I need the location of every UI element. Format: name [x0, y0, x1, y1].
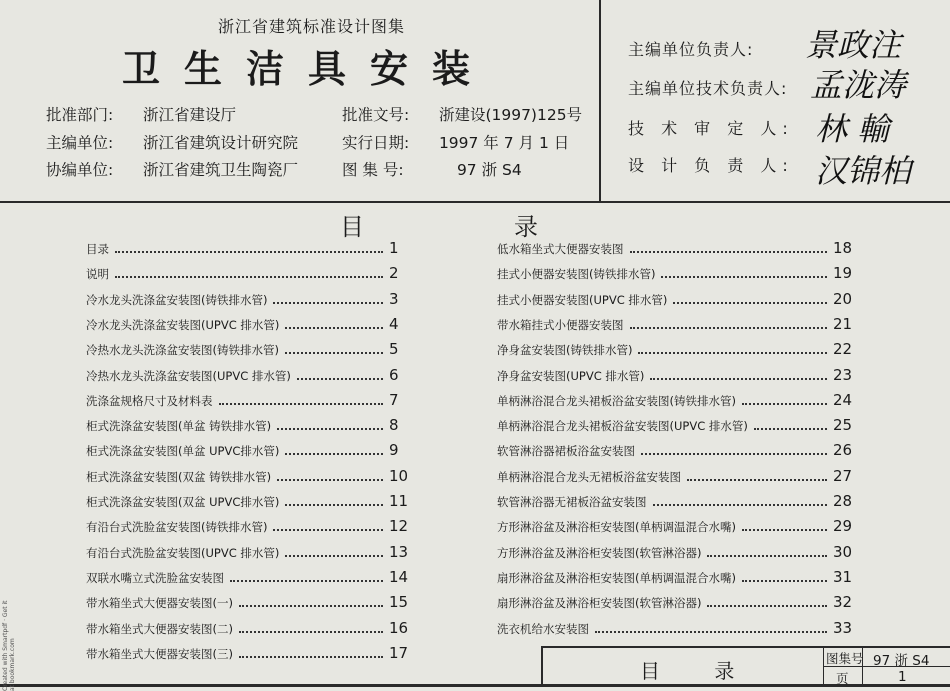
toc-leader-dots: [630, 327, 828, 329]
toc-entry-title: 方形淋浴盆及淋浴柜安装图(软管淋浴器): [497, 545, 702, 560]
toc-entry-title: 软管淋浴器裙板浴盆安装图: [497, 444, 635, 459]
toc-entry-page: 16: [389, 618, 409, 637]
toc-entry: [86, 613, 411, 637]
toc-leader-dots: [742, 580, 827, 582]
chief-unit-label: 主编单位:: [46, 134, 114, 152]
toc-entry-page: 17: [389, 643, 409, 662]
toc-entry-page: 3: [389, 289, 399, 308]
toc-entry-title: 净身盆安装图(铸铁排水管): [497, 343, 633, 358]
toc-leader-dots: [273, 529, 383, 531]
signature-review: 林 輸: [815, 110, 890, 148]
toc-entry-page: 15: [389, 593, 409, 612]
toc-entry-title: 扇形淋浴盆及淋浴柜安装图(软管淋浴器): [497, 596, 702, 611]
signature-design: 汉锦柏: [815, 152, 912, 190]
chief-unit-value: 浙江省建筑设计研究院: [142, 134, 298, 152]
title-block-atlas-label: 图集号: [826, 651, 864, 666]
toc-heading-left: 目: [340, 213, 364, 241]
toc-entry-title: 柜式洗涤盆安装图(单盆 UPVC排水管): [86, 444, 280, 459]
signature-tech: 孟泷涛: [810, 66, 907, 104]
toc-leader-dots: [661, 276, 827, 278]
toc-entry: [497, 334, 855, 358]
toc-leader-dots: [285, 453, 383, 455]
approving-dept-label: 批准部门:: [46, 106, 114, 124]
toc-entry-title: 目录: [86, 242, 109, 256]
toc-leader-dots: [297, 378, 383, 380]
toc-entry: [497, 284, 855, 308]
toc-entry: [497, 410, 855, 434]
co-unit-row: [46, 158, 298, 180]
toc-leader-dots: [595, 631, 827, 633]
toc-entry: [497, 613, 855, 637]
title-block-top-border: [541, 646, 950, 648]
toc-entry-page: 25: [833, 416, 853, 435]
toc-entry: [86, 385, 411, 409]
toc-entry-title: 双联水嘴立式洗脸盆安装图: [86, 570, 224, 585]
toc-entry-page: 20: [833, 289, 853, 308]
toc-entry: [86, 309, 411, 333]
toc-entry: [86, 258, 411, 282]
toc-entry-title: 单柄淋浴混合龙头裙板浴盆安装图(铸铁排水管): [497, 393, 736, 408]
toc-entry: [497, 258, 855, 282]
toc-leader-dots: [285, 352, 383, 354]
toc-leader-dots: [707, 605, 827, 607]
toc-entry-page: 30: [833, 542, 853, 561]
toc-entry-title: 带水箱坐式大便器安装图(二): [86, 621, 233, 636]
approving-dept-row: [46, 103, 236, 125]
toc-entry: [497, 309, 855, 333]
responsible-label-tech: 主编单位技术负责人:: [628, 79, 788, 98]
toc-entry-title: 洗涤盆规格尺寸及材料表: [86, 393, 213, 408]
toc-entry-page: 4: [389, 314, 399, 333]
toc-entry-title: 带水箱坐式大便器安装图(一): [86, 596, 233, 611]
responsible-label-review: 技 术 审 定 人:: [628, 119, 794, 138]
title-block-atlas-value: 97 浙 S4: [873, 653, 930, 669]
toc-leader-dots: [239, 656, 383, 658]
toc-entry-page: 8: [389, 416, 399, 435]
approval-no-label: 批准文号:: [342, 106, 410, 124]
toc-leader-dots: [742, 529, 827, 531]
toc-leader-dots: [742, 403, 827, 405]
toc-leader-dots: [115, 251, 383, 253]
toc-entry: [497, 562, 855, 586]
toc-entry: [86, 410, 411, 434]
toc-entry-title: 扇形淋浴盆及淋浴柜安装图(单柄调温混合水嘴): [497, 570, 736, 585]
toc-entry-page: 6: [389, 365, 399, 384]
toc-entry-page: 12: [389, 517, 409, 536]
toc-entry-page: 26: [833, 441, 853, 460]
toc-entry: [497, 537, 855, 561]
toc-entry-title: 单柄淋浴混合龙头裙板浴盆安装图(UPVC 排水管): [497, 419, 748, 434]
title-block-page-label: 页: [836, 671, 849, 686]
toc-leader-dots: [687, 479, 827, 481]
toc-entry: [497, 360, 855, 384]
atlas-no-label: 图 集 号:: [342, 161, 404, 179]
toc-entry: [86, 334, 411, 358]
toc-leader-dots: [115, 276, 383, 278]
toc-leader-dots: [277, 479, 383, 481]
toc-leader-dots: [285, 504, 383, 506]
toc-entry-title: 带水箱挂式小便器安装图: [497, 317, 624, 332]
signature-chief: 景政注: [805, 26, 902, 64]
toc-leader-dots: [638, 352, 827, 354]
toc-leader-dots: [653, 504, 828, 506]
toc-entry-page: 19: [833, 264, 853, 283]
toc-entry: [86, 233, 411, 257]
toc-leader-dots: [630, 251, 828, 253]
toc-leader-dots: [277, 428, 383, 430]
co-unit-value: 浙江省建筑卫生陶瓷厂: [142, 161, 298, 179]
toc-entry-page: 10: [389, 466, 409, 485]
toc-entry-title: 带水箱坐式大便器安装图(三): [86, 646, 233, 661]
toc-entry: [86, 638, 411, 662]
toc-entry-title: 说明: [86, 267, 109, 282]
toc-leader-dots: [754, 428, 827, 430]
toc-entry: [497, 435, 855, 459]
toc-entry-title: 柜式洗涤盆安装图(单盆 铸铁排水管): [86, 419, 272, 434]
toc-entry: [86, 562, 411, 586]
toc-entry-title: 软管淋浴器无裙板浴盆安装图: [497, 495, 647, 509]
approval-no-value: 浙建设(1997)125号: [438, 106, 583, 124]
toc-entry-page: 29: [833, 517, 853, 536]
chief-unit-row: [46, 131, 298, 153]
toc-entry: [86, 435, 411, 459]
toc-leader-dots: [239, 605, 383, 607]
toc-entry-page: 28: [833, 492, 853, 510]
toc-entry-title: 冷水龙头洗涤盆安装图(UPVC 排水管): [86, 317, 280, 332]
toc-entry-page: 22: [833, 340, 853, 359]
toc-entry-page: 9: [389, 441, 399, 460]
toc-entry: [86, 537, 411, 561]
toc-leader-dots: [641, 453, 827, 455]
toc-entry-title: 洗衣机给水安装图: [497, 621, 589, 636]
atlas-title: 卫生洁具安装: [122, 47, 495, 91]
toc-entry-title: 有沿台式洗脸盆安装图(UPVC 排水管): [86, 545, 280, 560]
toc-entry-page: 27: [833, 466, 853, 485]
toc-entry-page: 14: [389, 567, 409, 586]
atlas-no-row: [342, 158, 522, 180]
toc-entry-title: 挂式小便器安装图(UPVC 排水管): [497, 292, 668, 307]
toc-entry-page: 21: [833, 314, 853, 333]
toc-entry-page: 31: [833, 567, 853, 586]
toc-entry-page: 1: [389, 239, 399, 257]
toc-entry-title: 单柄淋浴混合龙头无裙板浴盆安装图: [497, 469, 681, 484]
toc-entry: [86, 486, 411, 510]
toc-entry-title: 有沿台式洗脸盆安装图(铸铁排水管): [86, 520, 268, 535]
sheet-bottom-border: [0, 684, 950, 687]
toc-heading-right: 录: [514, 213, 538, 241]
approving-dept-value: 浙江省建设厅: [142, 106, 236, 124]
toc-entry-page: 33: [833, 618, 853, 637]
toc-leader-dots: [219, 403, 384, 405]
title-block-name: 目 录: [640, 659, 759, 683]
co-unit-label: 协编单位:: [46, 161, 114, 179]
toc-entry-page: 11: [389, 492, 409, 510]
toc-entry-title: 冷热水龙头洗涤盆安装图(铸铁排水管): [86, 343, 279, 358]
effective-date-label: 实行日期:: [342, 134, 410, 152]
toc-entry-title: 柜式洗涤盆安装图(双盆 铸铁排水管): [86, 469, 272, 484]
header-divider: [599, 0, 601, 202]
toc-leader-dots: [273, 302, 383, 304]
toc-entry-page: 13: [389, 542, 409, 561]
toc-leader-dots: [650, 378, 827, 380]
toc-entry-page: 23: [833, 365, 853, 384]
toc-entry: [86, 360, 411, 384]
toc-entry: [86, 284, 411, 308]
toc-entry-title: 净身盆安装图(UPVC 排水管): [497, 368, 645, 383]
title-block-page-value: 1: [898, 669, 907, 685]
toc-entry: [497, 461, 855, 485]
toc-entry: [86, 511, 411, 535]
toc-entry-page: 24: [833, 390, 853, 409]
effective-date-value: 1997 年 7 月 1 日: [438, 134, 570, 152]
toc-leader-dots: [673, 302, 827, 304]
toc-leader-dots: [239, 631, 383, 633]
toc-entry-page: 32: [833, 593, 853, 612]
toc-entry: [497, 511, 855, 535]
toc-entry: [497, 233, 855, 257]
toc-leader-dots: [285, 555, 383, 557]
toc-entry-title: 柜式洗涤盆安装图(双盆 UPVC排水管): [86, 495, 280, 509]
toc-entry: [497, 587, 855, 611]
approval-no-row: [342, 103, 582, 125]
header-bottom-border: [0, 201, 950, 203]
effective-date-row: [342, 131, 569, 153]
responsible-label-chief: 主编单位负责人:: [628, 40, 754, 59]
atlas-no-value: 97 浙 S4: [456, 161, 522, 179]
toc-entry: [86, 461, 411, 485]
title-block-left-border: [541, 646, 543, 686]
toc-entry-page: 7: [389, 390, 399, 409]
toc-entry-page: 2: [389, 264, 399, 283]
toc-entry: [86, 587, 411, 611]
toc-leader-dots: [285, 327, 383, 329]
responsible-label-design: 设 计 负 责 人:: [628, 156, 794, 175]
toc-leader-dots: [707, 555, 827, 557]
side-watermark: Created with Smartpdf · Get it at bookmark.com: [2, 600, 16, 691]
toc-entry: [497, 385, 855, 409]
toc-entry-page: 18: [833, 239, 853, 257]
toc-leader-dots: [230, 580, 383, 582]
toc-entry-title: 方形淋浴盆及淋浴柜安装图(单柄调温混合水嘴): [497, 520, 736, 535]
toc-entry-title: 低水箱坐式大便器安装图: [497, 242, 624, 256]
toc-entry-page: 5: [389, 340, 399, 359]
atlas-subtitle: 浙江省建筑标准设计图集: [218, 17, 406, 36]
toc-entry: [497, 486, 855, 510]
toc-entry-title: 冷水龙头洗涤盆安装图(铸铁排水管): [86, 292, 268, 307]
toc-entry-title: 冷热水龙头洗涤盆安装图(UPVC 排水管): [86, 368, 291, 383]
toc-entry-title: 挂式小便器安装图(铸铁排水管): [497, 267, 656, 282]
